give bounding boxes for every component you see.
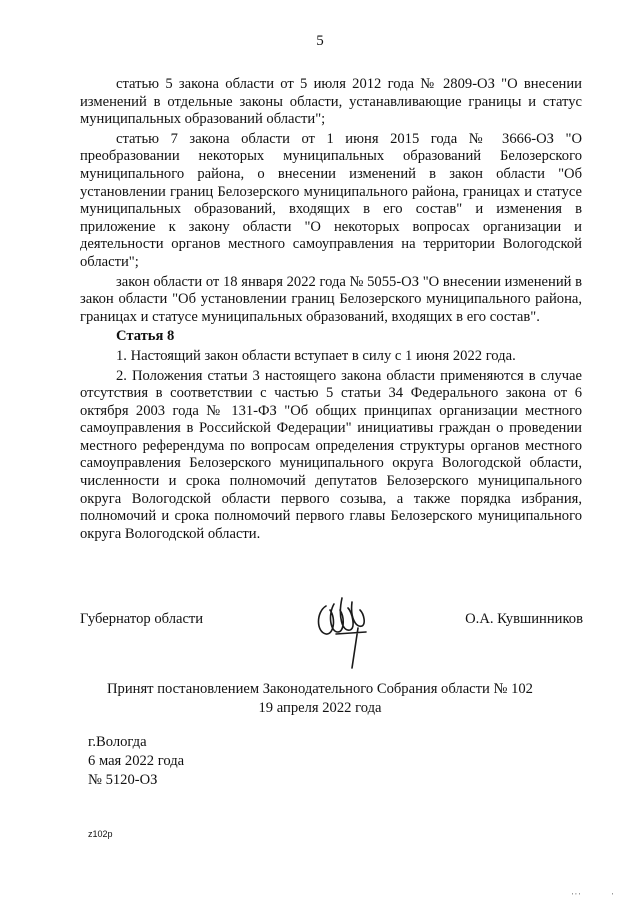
place-date-block — [88, 733, 184, 790]
governor-name: О.А. Кувшинников — [465, 611, 583, 627]
article-heading: Статья 8 — [116, 328, 175, 345]
adoption-note — [0, 680, 640, 718]
signing-date: 6 мая 2022 года — [88, 753, 185, 769]
paragraph-repealed-2: статью 7 закона области от 1 июня 2015 года № 3666-ОЗ "О преобразовании некоторых муниципальных образований Белозерского муниципального района, о внесении изменений в закон области "Об установлении границ Белозерского муниципального района, границах и статусе муниципальных образований, входящих в его состав" и изменения в приложение к закону области "О некоторых вопросах организации и деятельности органов местного самоуправления на территории Вологодской области"; — [80, 130, 582, 270]
adoption-line-1: Принят постановлением Законодательного Собрания области № 102 — [107, 681, 533, 697]
article-item-2: 2. Положения статьи 3 настоящего закона области применяются в случае отсутствия в соответствии с частью 5 статьи 34 Федерального закона от 6 октября 2003 года № 131-ФЗ "Об общих принципах организации местного самоуправления в Российской Федерации" инициативы граждан о проведении местного референдума по вопросам определения структуры органов местного самоуправления Белозерского муниципального округа Вологодской области, численности и срока полномочий депутатов Белозерского муниципального округа Вологодской области первого созыва, а также порядка избрания, полномочий и срока полномочий первого главы Белозерского муниципального округа Вологодской области. — [80, 367, 582, 542]
scan-edge-mark: ' — [612, 893, 614, 900]
adoption-line-2: 19 апреля 2022 года — [258, 700, 382, 716]
scan-edge-mark: ' ' ' — [572, 893, 580, 900]
paragraph-repealed-3: закон области от 18 января 2022 года № 5055-ОЗ "О внесении изменений в закон области "Об установлении границ Белозерского муниципального района, границах и статусе муниципальных образований, входящих в его состав". — [80, 273, 582, 325]
governor-title: Губернатор области — [80, 611, 204, 627]
law-number: № 5120-ОЗ — [88, 772, 158, 788]
document-code: z102p — [88, 829, 113, 839]
paragraph-repealed-1: статью 5 закона области от 5 июля 2012 года № 2809-ОЗ "О внесении изменений в отдельные законы области, устанавливающие границы и статус муниципальных образований области"; — [80, 76, 582, 128]
document-body — [80, 76, 582, 545]
page-number: 5 — [316, 33, 324, 49]
article-item-1: 1. Настоящий закон области вступает в силу с 1 июня 2022 года. — [116, 347, 516, 364]
signature-image — [312, 588, 374, 670]
city: г.Вологда — [88, 734, 147, 750]
